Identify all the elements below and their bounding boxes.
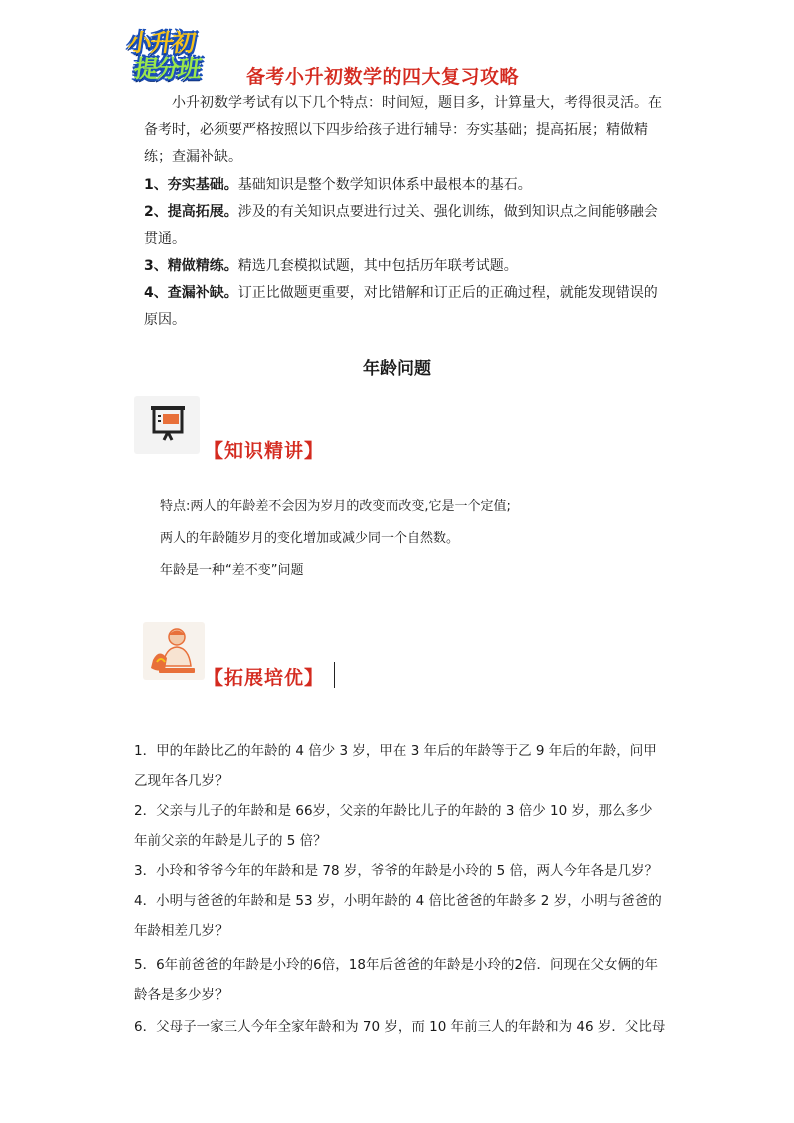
logo-line-1: 小升初: [126, 29, 196, 57]
intro-paragraph: 小升初数学考试有以下几个特点：时间短，题目多，计算量大，考得很灵活。在备考时，必须要严格按照以下四步给孩子进行辅导：夯实基础；提高拓展；精做精练；查漏补缺。: [144, 95, 662, 165]
presentation-board-icon: [134, 396, 200, 454]
knowledge-line-1: 特点:两人的年龄差不会因为岁月的改变而改变,它是一个定值;: [160, 499, 511, 514]
strategy-3-text: 精选几套模拟试题，其中包括历年联考试题。: [237, 258, 518, 274]
logo-line-2: 提分班: [132, 55, 202, 83]
question-1: 1．甲的年龄比乙的年龄的 4 倍少 3 岁，甲在 3 年后的年龄等于乙 9 年后的年龄，问甲乙现年各几岁？: [134, 743, 657, 789]
strategy-1-text: 基础知识是整个数学知识体系中最根本的基石。: [237, 177, 532, 193]
strategy-4: [144, 280, 662, 334]
question-2: 2．父亲与儿子的年龄和是 66岁，父亲的年龄比儿子的年龄的 3 倍少 10 岁，那么多少年前父亲的年龄是儿子的 5 倍？: [134, 803, 653, 849]
section-title: 年龄问题: [363, 359, 431, 379]
strategy-4-text: 订正比做题更重要，对比错解和订正后的正确过程，就能发现错误的原因。: [144, 285, 658, 328]
knowledge-line-3: 年龄是一种“差不变”问题: [160, 563, 304, 578]
logo: [124, 28, 212, 84]
strategy-4-label: 4、查漏补缺。: [144, 285, 238, 301]
strategy-1: [144, 172, 662, 199]
knowledge-line-2: 两人的年龄随岁月的变化增加或减少同一个自然数。: [160, 531, 460, 546]
page-title: 备考小升初数学的四大复习攻略: [246, 66, 520, 88]
strategy-3: [144, 253, 662, 280]
extension-tag: 【拓展培优】: [204, 667, 325, 689]
question-4: 4．小明与爸爸的年龄和是 53 岁，小明年龄的 4 倍比爸爸的年龄多 2 岁，小明与爸爸的年龄相差几岁？: [134, 893, 662, 939]
question-5: 5．6年前爸爸的年龄是小玲的6倍，18年后爸爸的年龄是小玲的2倍．问现在父女俩的年龄各是多少岁？: [134, 957, 659, 1003]
knowledge-tag: 【知识精讲】: [204, 440, 325, 462]
question-6: 6．父母子一家三人今年全家年龄和为 70 岁，而 10 年前三人的年龄和为 46 岁．父比母: [134, 1019, 666, 1035]
strategy-2: [144, 199, 662, 253]
teacher-with-book-icon: [143, 622, 205, 680]
strategy-2-label: 2、提高拓展。: [144, 204, 238, 220]
strategy-3-label: 3、精做精练。: [144, 258, 238, 274]
strategy-1-label: 1、夯实基础。: [144, 177, 238, 193]
strategy-2-text: 涉及的有关知识点要进行过关、强化训练，做到知识点之间能够融会贯通。: [144, 204, 658, 247]
question-3: 3．小玲和爷爷今年的年龄和是 78 岁，爷爷的年龄是小玲的 5 倍，两人今年各是几岁？: [134, 863, 659, 879]
text-cursor: [334, 662, 335, 688]
